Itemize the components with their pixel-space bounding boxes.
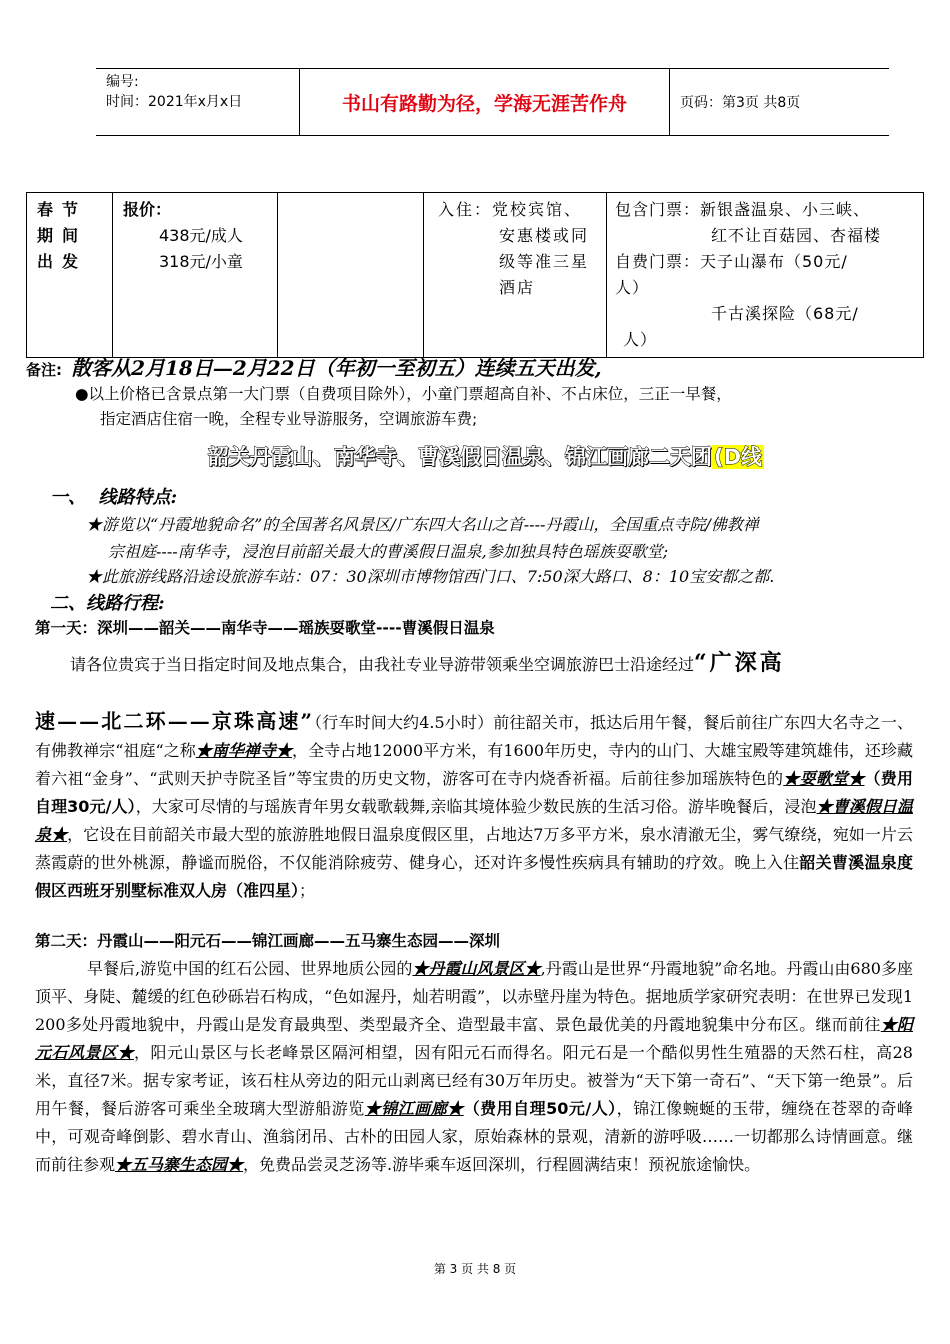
attraction-caoxi-hot-spring: ★曹溪假日温泉★ (35, 797, 913, 844)
day1-text-c: ，大家可尽情的与瑶族青年男女载歌载舞,亲临其境体验少数民族的生活习俗。游毕晚餐后，浸泡 (135, 797, 817, 816)
included-line-2: 红不让百菇园、杏福楼 (711, 226, 882, 245)
hotel-label: 入住： (438, 200, 493, 219)
attraction-nanhua-temple: ★南华禅寺★ (195, 741, 293, 760)
tickets-cell (607, 193, 924, 358)
tour-banner-title: 韶关丹霞山、南华寺、曹溪假日温泉、锦江画廊二天团 (208, 445, 712, 469)
selfpay-line-2: 人） (615, 278, 650, 297)
feature-item-1-line-1: ★游览以“丹霞地貌命名”的全国著名风景区/广东四大名山之首----丹霞山，全国重点寺院/佛教禅 (86, 515, 759, 534)
feature-item-2: ★此旅游线路沿途设旅游车站：07：30深圳市博物馆西门口、7:50深大路口、8：10宝安都之都. (86, 567, 775, 586)
tour-banner-tag: (D线 (714, 445, 763, 469)
header-page-info: 页码：第3页 共8页 (680, 95, 801, 111)
note-text: 散客从2月18日—2月22日（年初一至初五）连续五天出发, (71, 356, 602, 380)
day1-text-a: （行车时间大约4.5小时）前往韶关市，抵达后用午餐，餐后前往广东四大名寺之一、有佛教禅宗“祖庭“之称 (35, 713, 913, 760)
price-child: 318元/小童 (159, 252, 243, 271)
hotel-line-3: 级等准三星 (499, 252, 590, 271)
selfpay-line-1: 自费门票：天子山瀑布（50元/ (615, 252, 848, 271)
day1-intro-line (70, 650, 785, 678)
jinjiang-gallery-fee: （费用自理50元/人） (463, 1099, 617, 1118)
departure-line-3: 出发 (37, 252, 88, 271)
day1-text-d: ，它设在目前韶关市最大型的旅游胜地假日温泉度假区里，占地达7万多平方米，泉水清澈无尘，雾气缭绕，宛如一片云蒸霞蔚的世外桃源，静谧而脱俗，不仅能消除疲劳、健身心，还对许多慢性疾病具有辅助的疗效。晚上入住 (35, 825, 913, 872)
price-table (26, 192, 924, 358)
selfpay-line-3: 千古溪探险（68元/ (711, 304, 859, 323)
day1-highway-1: “广深高 (694, 650, 785, 676)
attraction-jinjiang-gallery: ★锦江画廊★ (364, 1099, 464, 1118)
included-text-1: 新银盏温泉、小三峡、 (700, 200, 871, 219)
hotel-line-2: 安惠楼或同 (499, 226, 590, 245)
hotel-line-4: 酒店 (499, 278, 536, 297)
attraction-wuma-eco-park: ★五马寨生态园★ (115, 1155, 244, 1174)
attraction-danxia-mountain: ★丹霞山风景区★ (412, 959, 541, 978)
page-header (96, 68, 889, 136)
day1-title: 第一天：深圳——韶关——南华寺——瑶族耍歌堂----曹溪假日温泉 (35, 619, 495, 637)
hotel-line-1 (438, 197, 600, 223)
header-left-cell (96, 69, 300, 135)
note-bullet-line-1: ●以上价格已含景点第一大门票（自费项目除外），小童门票超高自补、不占床位，三正一早餐， (75, 385, 732, 403)
section2-title: 二、线路行程: (50, 593, 165, 614)
hotel-cell (424, 193, 607, 358)
day2-text-c: ，阳元山景区与长老峰景区隔河相望，因有阳元石而得名。阳元石是一个酷似男性生殖器的天然石柱，高28米，直径7米。据专家考证，该石柱从旁边的阳元山剥离已经有30万年历史。被誉为“天下第一奇石”、“天下第一绝景”。后用午餐，餐后游客可乘坐全玻璃大型游船游览 (35, 1043, 913, 1118)
note-label: 备注: (26, 361, 62, 379)
departure-line-1: 春节 (37, 200, 88, 219)
empty-cell (278, 193, 424, 358)
day2-title: 第二天：丹霞山——阳元石——锦江画廊——五马寨生态园——深圳 (35, 932, 501, 950)
page-footer: 第 3 页 共 8 页 (433, 1262, 517, 1276)
hotel-text: 党校宾馆、 (492, 200, 583, 219)
day2-body (35, 955, 913, 1179)
day1-intro-text: 请各位贵宾于当日指定时间及地点集合，由我社专业导游带领乘坐空调旅游巴士沿途经过 (70, 655, 695, 674)
section1-title: 一、 线路特点: (50, 487, 178, 508)
day1-hotel: 韶关曹溪温泉度假区西班牙别墅标准双人房（准四星） (35, 853, 913, 900)
number-label: 编号: (106, 74, 139, 90)
day2-text-a: 早餐后,游览中国的红石公园、世界地质公园的 (87, 959, 413, 978)
day1-highway-2: 速——北二环——京珠高速” (35, 709, 314, 733)
tour-banner (208, 444, 764, 470)
table-row (27, 193, 924, 358)
departure-line-2: 期间 (37, 226, 88, 245)
price-cell (113, 193, 278, 358)
note-line (26, 355, 602, 384)
header-motto: 书山有路勤为径，学海无涯苦作舟 (300, 69, 670, 135)
song-hall-fee: （费用自理30元/人） (35, 769, 913, 816)
day2-text-b: ,丹霞山是世界“丹霞地貌”命名地。丹霞山由680多座顶平、身陡、麓缓的红色砂砾岩石构成，“色如渥丹，灿若明霞”，以赤壁丹崖为特色。据地质学家研究表明：在世界已发现1200多处丹霞地貌中，丹霞山是发育最典型、类型最齐全、造型最丰富、景色最优美的丹霞地貌集中分布区。继而前往 (35, 959, 913, 1034)
feature-item-1-line-2: 宗祖庭----南华寺，浸泡目前韶关最大的曹溪假日温泉,参加独具特色瑶族耍歌堂; (108, 542, 669, 561)
day1-text-b: ，全寺占地12000平方米，有1600年历史，寺内的山门、大雄宝殿等建筑雄伟，还珍藏着六祖“金身”、“武则天护寺院圣旨”等宝贵的历史文物，游客可在寺内烧香祈福。后前往参加瑶族特色的 (35, 741, 913, 788)
day1-end: ； (299, 881, 316, 900)
day2-text-e: ，免费品尝灵芝汤等.游毕乘车返回深圳，行程圆满结束！预祝旅途愉快。 (243, 1155, 761, 1174)
day2-text-d: ，锦江像蜿蜒的玉带，缠绕在苍翠的奇峰中，可观奇峰倒影、碧水青山、渔翁闭吊、古朴的田园人家，原始森林的景观，清新的游呼吸……一切都那么诗情画意。继而前往参观 (35, 1099, 913, 1174)
included-line-1 (615, 197, 915, 223)
price-adult: 438元/成人 (159, 226, 243, 245)
selfpay-line-4: 人） (623, 330, 658, 349)
departure-period-cell (27, 193, 113, 358)
attraction-yangyuan-stone: ★阳元石风景区★ (35, 1015, 913, 1062)
attraction-song-hall: ★耍歌堂★ (783, 769, 865, 788)
price-label: 报价： (123, 200, 172, 219)
day1-body (35, 707, 913, 905)
date-label: 时间：2021年x月x日 (106, 94, 243, 110)
note-bullet-line-2: 指定酒店住宿一晚，全程专业导游服务，空调旅游车费; (100, 410, 478, 428)
included-label: 包含门票： (615, 200, 701, 219)
